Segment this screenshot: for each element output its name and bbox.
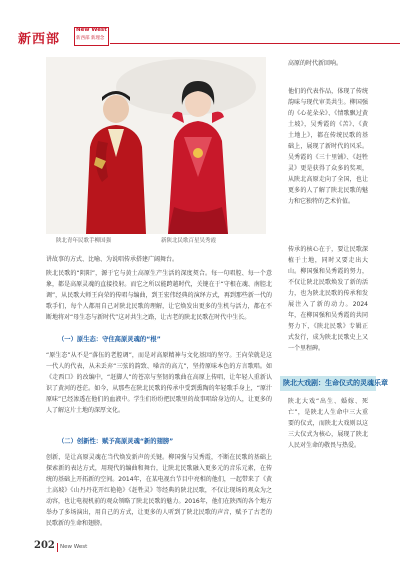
right-paragraph-1: 高原的时代新回响。	[288, 60, 343, 67]
left-paragraph-2: 陕北民歌的“阴阳”，源于它与黄土高原生产生活的深度契合。每一句唱腔、每一个意象，都是高原灵魂的直接投射。而它之所以能跨越时代，关键在于“守根在魂、南腔北调”，从民歌大师王向荣的传唱与编曲，到王宏伟经典的演绎方式，再到那些新一代的歌手们，每个人都用自己对陕北民歌的理解，让它焕发出更多的生机与活力，都在不断地将对“母生态与新时代”这对共生之路，让古老的陕北民歌在时代中生长。	[46, 270, 272, 321]
right-paragraph-3: 传承的核心在于，要让民歌深植于土地，同时又要走出大山。柳国强和吴秀霞的努力，不仅让陕北民歌焕发了新的活力，也为陕北民歌的传承和发展注入了新的动力。2024年，在柳国强和吴秀霞的共同努力下，《陕北民歌》专辑正式发行，成为陕北民歌史上又一个里程碑。	[288, 246, 368, 352]
subheading-2: （二）创新性：赋予高原灵魂“新的翅膀”	[58, 438, 174, 445]
subheading-1: （一）原生态：守住高原灵魂的“根”	[58, 336, 161, 343]
left-paragraph-3: “原生态”从不是“落伍的老腔调”，而是对高原精神与文化基因的坚守。王向荣就是这一代人的代表，从未丢弃“三弦的韵致、嗓音的高亢”，坚持原味本色的方言歌唱。如《走西口》的改编中，“赶脚人”的苍凉与坚韧的歌曲在高原上传唱，让年轻人重新认识了黄河的苍茫。如今，从那些在陕北民歌的传承中受到熏陶的年轻歌手身上，“原汁原味”已经渗透在他们的血液中。学生们纷纷把民歌里的故事唱给身边的人，让更多的人了解这片土地的深厚文化。	[46, 352, 272, 414]
brand-sub: 新西部 新理念	[76, 36, 105, 41]
page-number: 202	[34, 540, 55, 551]
photo-caption-right: 新陕北民歌百星吴秀霞	[161, 238, 217, 244]
header-rule	[110, 43, 400, 44]
section-heading: 陕北大戏剧：生命仪式的灵魂乐章	[283, 379, 388, 387]
right-paragraph-4: 陕北大戏“出生、婚嫁、死亡”，是陕北人生命中三大重要的仪式，而陕北大戏则以这三大仪式为核心，展现了陕北人民对生命的敬畏与热爱。	[288, 398, 368, 449]
section-heading-box	[280, 376, 388, 391]
singers-illustration	[46, 57, 266, 234]
right-paragraph-2: 他们的代表作品，体现了传统韵味与现代审美共生。柳国强的《心花朵朵》、《情歌飘过黄土坡》，吴秀霞的《苦》、《黄土地上》，都在传统民歌的基础上，展现了新时代的风采。吴秀霞的《三十里铺》、《赶牲灵》更是获得了众多的奖项，从陕北高原走向了全国，也让更多的人了解了陕北民歌的魅力和它独特的艺术价值。	[288, 88, 368, 205]
left-paragraph-1: 讲故事的方式、比喻、为说唱传承搭建广阔舞台。	[46, 256, 179, 263]
footer-divider	[57, 543, 58, 552]
singers-photo	[46, 57, 266, 234]
footer-magazine: New West	[60, 544, 88, 550]
left-paragraph-4: 创新，是让高原灵魂在当代焕发新声的关键。柳国强与吴秀霞，不断在民歌的基础上探索新的表达方式，用现代的编曲和舞台，让陕北民歌融入更多元的音乐元素，在传统的基础上开拓新的空间。2014年，在某电视台节目中亮相的他们，一起带来了《黄土高坡》《山丹丹花开红艳艳》《赶牲灵》等经典的陕北民歌，不仅让现场的观众为之动容，也让电视机前的观众领略了陕北民歌的魅力。2016年，他们在陕西的各个地方举办了多场演出，用自己的方式，让更多的人听到了陕北民歌的声音，赋予了古老的民歌新的生命和翅膀。	[46, 454, 272, 527]
brand-logo: 新西部	[18, 32, 61, 47]
photo-caption-left: 陕北青年民歌手柳国强	[56, 238, 112, 244]
brand-en: New West	[76, 27, 107, 33]
